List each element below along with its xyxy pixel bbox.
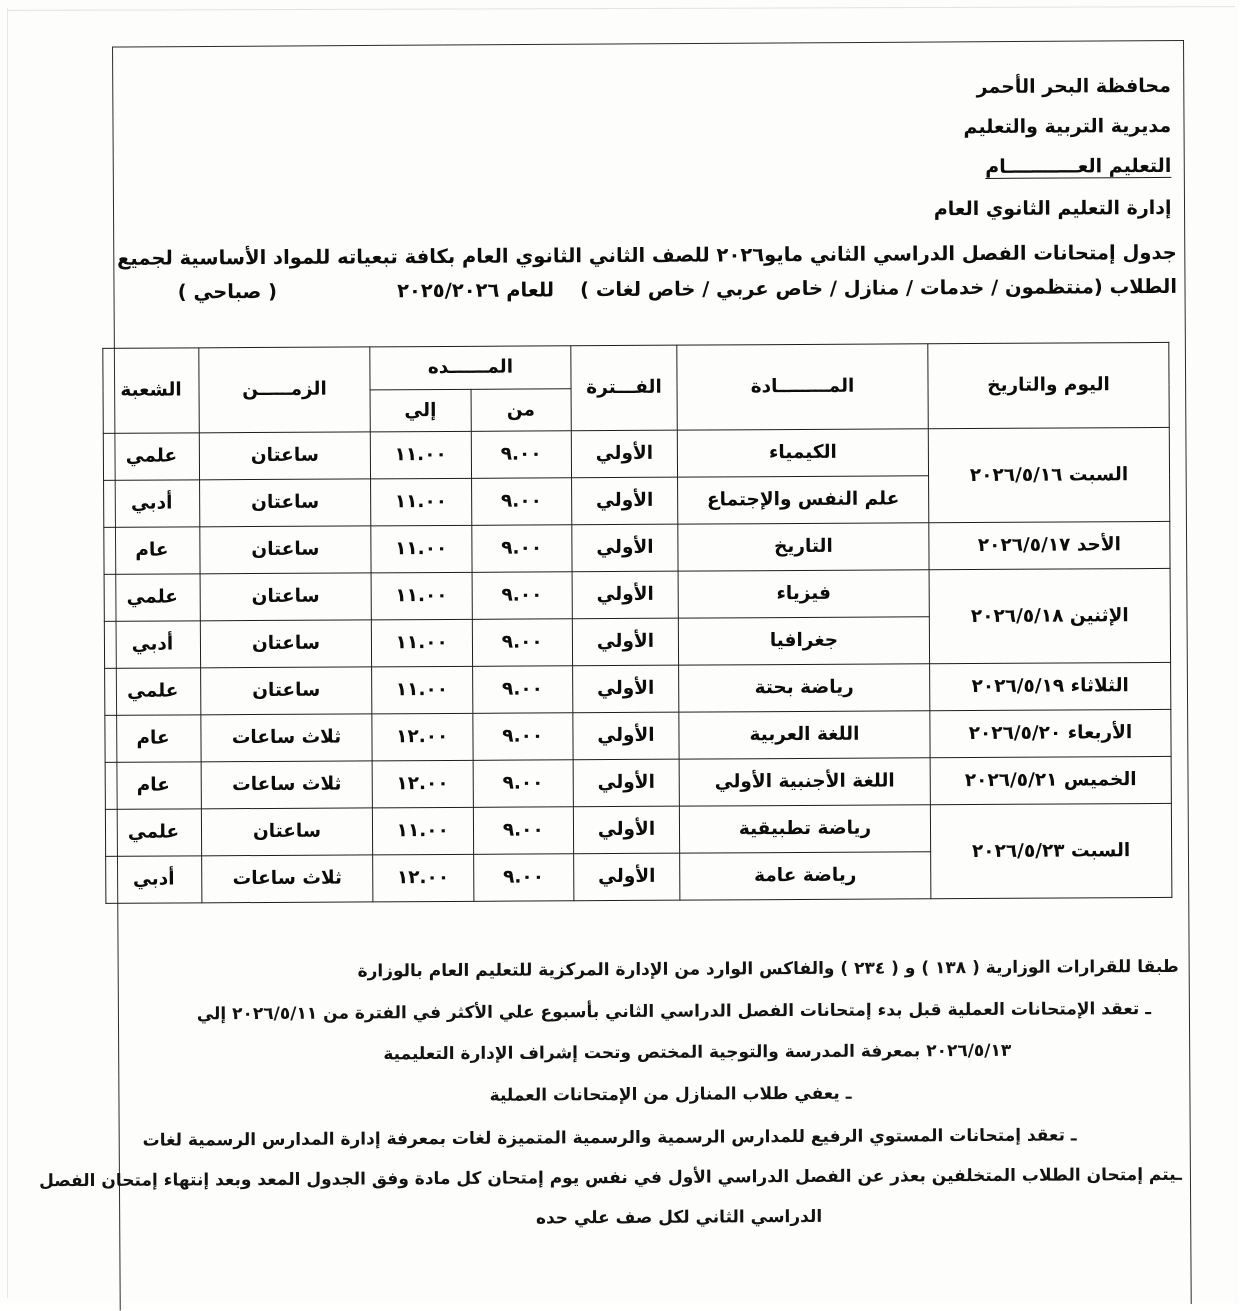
cell-section: أدبي (105, 480, 201, 528)
header-period: الفـــترة (572, 345, 678, 431)
cell-section: علمي (106, 668, 202, 716)
header-subject: المــــــــادة (678, 344, 929, 430)
note-practical-exams-period: ـ تعقد الإمتحانات العملية قبل بدء إمتحانات الفصل الدراسي الثاني بأسبوع علي الأكثر في الفترة من ٢٠٢٦/٥/١١ إلي (197, 999, 1153, 1025)
cell-time: ساعتان (201, 479, 372, 527)
cell-to: ١١.٠٠ (372, 572, 473, 620)
table-body (104, 427, 1173, 903)
cell-time: ساعتان (200, 432, 371, 480)
cell-time: ساعتان (201, 526, 372, 574)
cell-section: علمي (104, 433, 200, 481)
cell-time: ساعتان (201, 573, 372, 621)
cell-time: ثلاث ساعات (203, 855, 374, 903)
cell-day-date: الخميس ٢٠٢٦/٥/٢١ (931, 756, 1172, 804)
cell-day-date: الثلاثاء ٢٠٢٦/٥/١٩ (931, 662, 1172, 710)
header-duration-group: المــــــده (371, 346, 572, 390)
letterhead-governorate: محافظة البحر الأحمر (977, 74, 1172, 98)
header-row-1 (104, 342, 1170, 390)
cell-time: ساعتان (202, 808, 373, 856)
note-home-students-exempt: ـ يعفي طلاب المنازل من الإمتحانات العملية (490, 1083, 853, 1106)
cell-day-date: الإثنين ٢٠٢٦/٥/١٨ (930, 568, 1172, 663)
letterhead-secondary-administration: إدارة التعليم الثانوي العام (934, 196, 1173, 221)
cell-subject: رياضة عامة (681, 852, 932, 900)
cell-to: ١١.٠٠ (372, 478, 473, 526)
table-row (105, 568, 1171, 621)
exam-schedule-table (103, 342, 1173, 904)
footer-notes (40, 956, 1183, 1232)
cell-from: ٩.٠٠ (472, 478, 573, 526)
cell-period: الأولي (573, 524, 679, 572)
cell-subject: الكيمياء (678, 429, 929, 477)
header-from: من (472, 388, 573, 431)
header-to: إلي (371, 389, 472, 432)
cell-from: ٩.٠٠ (474, 807, 575, 855)
cell-section: علمي (105, 574, 201, 622)
cell-subject: رياضة تطبيقية (680, 805, 931, 853)
title-line-1: جدول إمتحانات الفصل الدراسي الثاني مايو٢٠٢٦ للصف الثاني الثانوي العام بكافة تبعياته للمواد الأساسية لجميع (117, 240, 1178, 270)
cell-subject: اللغة العربية (680, 711, 931, 759)
table-row (106, 662, 1172, 715)
cell-period: الأولي (573, 571, 679, 619)
note-high-level-exams: ـ تعقد إمتحانات المستوي الرفيع للمدارس الرسمية والرسمية المتميزة لغات بمعرفة إدارة المدارس الرسمية لغات (143, 1125, 1078, 1151)
letterhead-directorate: مديرية التربية والتعليم (964, 114, 1173, 139)
title-line-2 (118, 276, 1178, 304)
cell-to: ١١.٠٠ (372, 619, 473, 667)
cell-to: ١١.٠٠ (373, 666, 474, 714)
cell-section: علمي (106, 809, 202, 857)
cell-subject: التاريخ (679, 523, 930, 571)
letterhead-general-education: التعليم العـــــــــــام (986, 154, 1173, 178)
title-shift: ( صباحي ) (178, 280, 279, 304)
cell-period: الأولي (574, 665, 680, 713)
cell-section: عام (106, 715, 202, 763)
note-absent-students: ـيتم إمتحان الطلاب المتخلفين بعذر عن الفصل الدراسي الأول في نفس يوم إمتحان كل مادة وفق الجدول المعد وبعد إنتهاء إمتحان الفصل (40, 1164, 1183, 1192)
cell-time: ساعتان (202, 667, 373, 715)
cell-subject: فيزياء (679, 570, 930, 618)
title-students-categories: الطلاب (منتظمون / خدمات / منازل / خاص عربي / خاص لغات ) (581, 275, 1179, 302)
cell-period: الأولي (572, 430, 678, 478)
cell-period: الأولي (575, 853, 681, 901)
cell-to: ١١.٠٠ (371, 431, 472, 479)
cell-subject: اللغة الأجنبية الأولي (680, 758, 931, 806)
cell-day-date: الأربعاء ٢٠٢٦/٥/٢٠ (931, 709, 1172, 757)
cell-to: ١٢.٠٠ (373, 760, 474, 808)
cell-period: الأولي (574, 712, 680, 760)
header-time: الزمـــــن (200, 347, 371, 433)
cell-from: ٩.٠٠ (473, 572, 574, 620)
cell-from: ٩.٠٠ (474, 854, 575, 902)
cell-subject: جغرافيا (679, 617, 930, 665)
note-absent-students-cont: الدراسي الثاني لكل صف علي حده (536, 1207, 824, 1229)
cell-section: عام (106, 762, 202, 810)
cell-section: أدبي (105, 621, 201, 669)
table-row (104, 427, 1170, 480)
cell-from: ٩.٠٠ (473, 619, 574, 667)
cell-to: ١٢.٠٠ (374, 854, 475, 902)
table-header (104, 342, 1170, 433)
cell-day-date: الأحد ٢٠٢٦/٥/١٧ (930, 521, 1171, 569)
cell-period: الأولي (574, 806, 680, 854)
cell-to: ١٢.٠٠ (373, 713, 474, 761)
cell-period: الأولي (574, 759, 680, 807)
table-row (106, 709, 1172, 762)
header-section: الشعبة (104, 348, 200, 434)
cell-period: الأولي (573, 477, 679, 525)
cell-to: ١١.٠٠ (372, 525, 473, 573)
cell-time: ثلاث ساعات (202, 714, 373, 762)
header-day-date: اليوم والتاريخ (929, 342, 1170, 428)
cell-from: ٩.٠٠ (472, 525, 573, 573)
document-title (118, 242, 1178, 305)
table-row (106, 756, 1172, 809)
cell-section: عام (105, 527, 201, 575)
cell-from: ٩.٠٠ (474, 760, 575, 808)
cell-time: ثلاث ساعات (202, 761, 373, 809)
cell-day-date: السبت ٢٠٢٦/٥/١٦ (929, 427, 1171, 522)
note-ministerial-decrees: طبقا للقرارات الوزارية ( ١٣٨ ) و ( ٢٣٤ ) والفاكس الوارد من الإدارة المركزية للتعليم العام بالوزارة (358, 956, 1180, 982)
cell-section: أدبي (107, 856, 203, 904)
note-practical-exams-supervision: ٢٠٢٦/٥/١٣ بمعرفة المدرسة والتوجية المختص وتحت إشراف الإدارة التعليمية (384, 1040, 1013, 1065)
exam-schedule-table-wrapper (110, 342, 1173, 904)
cell-period: الأولي (573, 618, 679, 666)
cell-from: ٩.٠٠ (473, 713, 574, 761)
cell-time: ساعتان (201, 620, 372, 668)
letterhead (934, 74, 1173, 240)
cell-from: ٩.٠٠ (472, 431, 573, 479)
cell-from: ٩.٠٠ (473, 666, 574, 714)
cell-subject: رياضة بحتة (680, 664, 931, 712)
title-academic-year: للعام ٢٠٢٥/٢٠٢٦ (397, 278, 556, 303)
cell-subject: علم النفس والإجتماع (679, 476, 930, 524)
cell-day-date: السبت ٢٠٢٦/٥/٢٣ (931, 803, 1173, 898)
table-row (106, 803, 1172, 856)
cell-to: ١١.٠٠ (373, 807, 474, 855)
table-row (105, 521, 1171, 574)
